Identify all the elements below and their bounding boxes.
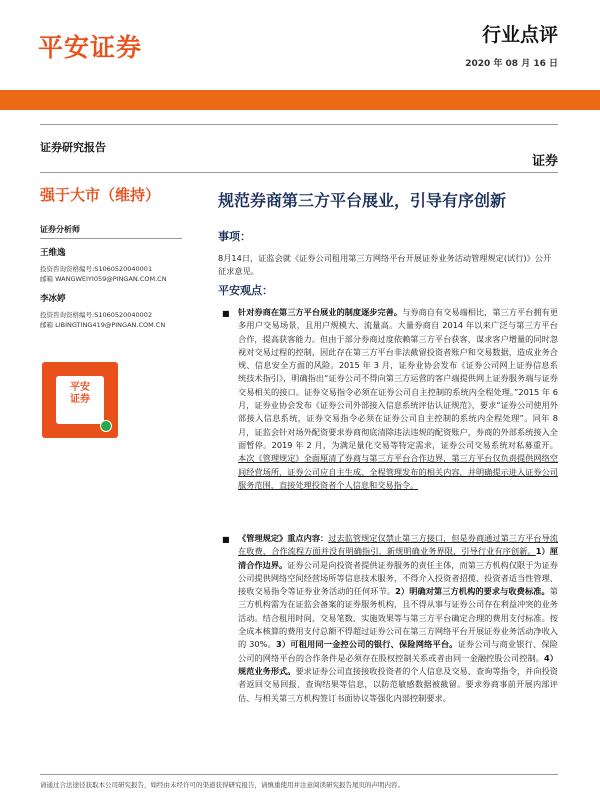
paragraph-underlined: 过去监管规定仅禁止第三方接口，但是券商通过第三方平台导流在收费、合作流程方面并没有明确指引，新规明确业务界限，引导行业有序创新。 <box>238 533 558 557</box>
industry-label: 证券 <box>531 154 558 169</box>
rating: 强于大市（维持） <box>40 186 161 204</box>
report-date: 2020 年 08 月 16 日 <box>465 59 558 69</box>
views-heading: 平安观点： <box>218 284 273 297</box>
paragraph-lead: 《管理规定》重点内容： <box>238 533 329 543</box>
analyst-name: 王维逸 <box>40 248 66 258</box>
qr-code[interactable] <box>42 362 118 438</box>
disclaimer-footer: 请通过合法途径获取本公司研究报告，如经由未经许可的渠道获得研究报告，请慎重使用并注意阅读研究报告尾页的声明内容。 <box>40 781 404 789</box>
qr-logo <box>56 376 104 424</box>
paragraph-underlined: 本次《管理规定》全面厘清了券商与第三方平台合作边界，第三方平台仅负责提供网络空间经营场所，证券公司应自主生成、全程管理发布的相关内容，并明确提示进入证券公司服务范围，直接处理投资者个人信息和交易指令。 <box>238 453 558 490</box>
analyst-email: 邮箱 LIBINGTING419@PINGAN.COM.CN <box>40 321 166 329</box>
company-logo: 平安证券 <box>38 33 143 62</box>
section-body: 证券公司是向投资者提供证券服务的责任主体，而第三方机构仅限于为证券公司提供网络空间经营场所等信息技术服务，不得介入投资者招揽、投资者适当性管理、接收交易指令等证券业务活动的任何环节。 <box>238 559 558 597</box>
section-title: 3）可租用同一金控公司的银行、保险网络平台。 <box>275 639 458 650</box>
section-body: 第三方机构需为在证监会备案的证券服务机构，且不得从事与证券公司存在利益冲突的业务活动。结合租用时间、交易笔数、实施效果等与第三方平台确定合理的费用支付标准。按全成本核算的费用支付总额不得超过证券公司在第三方网络平台开展证券业务活动净收入的 30%。 <box>238 586 558 650</box>
doc-type: 行业点评 <box>481 24 558 46</box>
section-title: 2）明确对第三方机构的要求与收费标准。 <box>395 586 550 597</box>
events-text: 8月14日，证监会就《证券公司租用第三方网络平台开展证券业务活动管理规定(试行)》公开征求意见。 <box>218 253 552 276</box>
page-title: 规范券商第三方平台展业，引导有序创新 <box>218 191 507 210</box>
analyst-license: 投资咨询资格编号:S1060520040001 <box>40 265 153 273</box>
view-paragraph-2 <box>238 532 558 705</box>
bullet-icon: ■ <box>222 535 230 544</box>
section-body: 要求证券公司直接接收投资者的个人信息及交易、查询等指令，并向投资者返回交易回报、查询结果等信息，以防范敏感数据被截留。要求券商事前开展内部评估、与相关第三方机构签订书面协议等强化内部控制要求。 <box>238 665 558 703</box>
divider <box>40 124 558 125</box>
paragraph-lead: 针对券商在第三方平台展业的制度逐步完善。 <box>238 307 403 317</box>
analyst-name: 李冰婷 <box>40 294 66 304</box>
paragraph-body: 与券商自有交易端相比，第三方平台拥有更多用户交易场景，且用户规模大、流量高。大量券商自 2014 年以来广泛与第三方平台合作，提高获客能力。但由于部分券商过度依赖第三方平台获客，谋求客户增量的同时忽视对交易过程的控制，因此存在第三方平台非法截留投资者账户和交易数据，造成业务合规、信息安全方面的风险。2015 年 3 月，证券业协会发布《证券公司网上证券信息系统技术指引》，明确指出“证券公司不得向第三方运营的客户端提供网上证券服务端与证券交易相关的接口。证券交易指令必须在证券公司自主控制的系统内全程处理。”2015 年 6 月，证券业协会发布《证券公司外部接入信息系统评估认证规范》，要求“证券公司使用外部接入信息系统，证券交易指令必须在证券公司自主控制的系统内全程处理”。同年 8 月，证监会针对场外配资要求券商彻底清除违法违规的配资账户，券商的外部系统接入全面暂停。2019 年 2 月，为满足量化交易等特定需求，证券公司交易系统对私募重开。 <box>238 307 558 450</box>
divider <box>40 172 558 173</box>
events-heading: 事项： <box>218 230 251 243</box>
section-title: 4）规范业务形式。 <box>238 652 558 676</box>
bullet-icon: ■ <box>222 309 230 318</box>
section-title: 1）厘清合作边界。 <box>238 546 558 570</box>
analyst-email: 邮箱 WANGWEIYI059@PINGAN.COM.CN <box>40 275 167 283</box>
report-label: 证券研究报告 <box>40 141 106 154</box>
view-paragraph-1 <box>238 306 558 492</box>
analysts-heading: 证券分析师 <box>40 224 182 239</box>
analyst-license: 投资咨询资格编号:S1060520040002 <box>40 311 153 319</box>
qr-label: 平安 证券 <box>70 382 90 405</box>
header-accent-bar <box>0 90 600 110</box>
divider <box>40 774 558 775</box>
section-body: 证券公司与商业银行、保险公司的网络平台的合作条件是必须存在股权控制关系或者由同一金融控股公司控制。 <box>238 639 558 663</box>
wechat-icon <box>100 420 112 432</box>
